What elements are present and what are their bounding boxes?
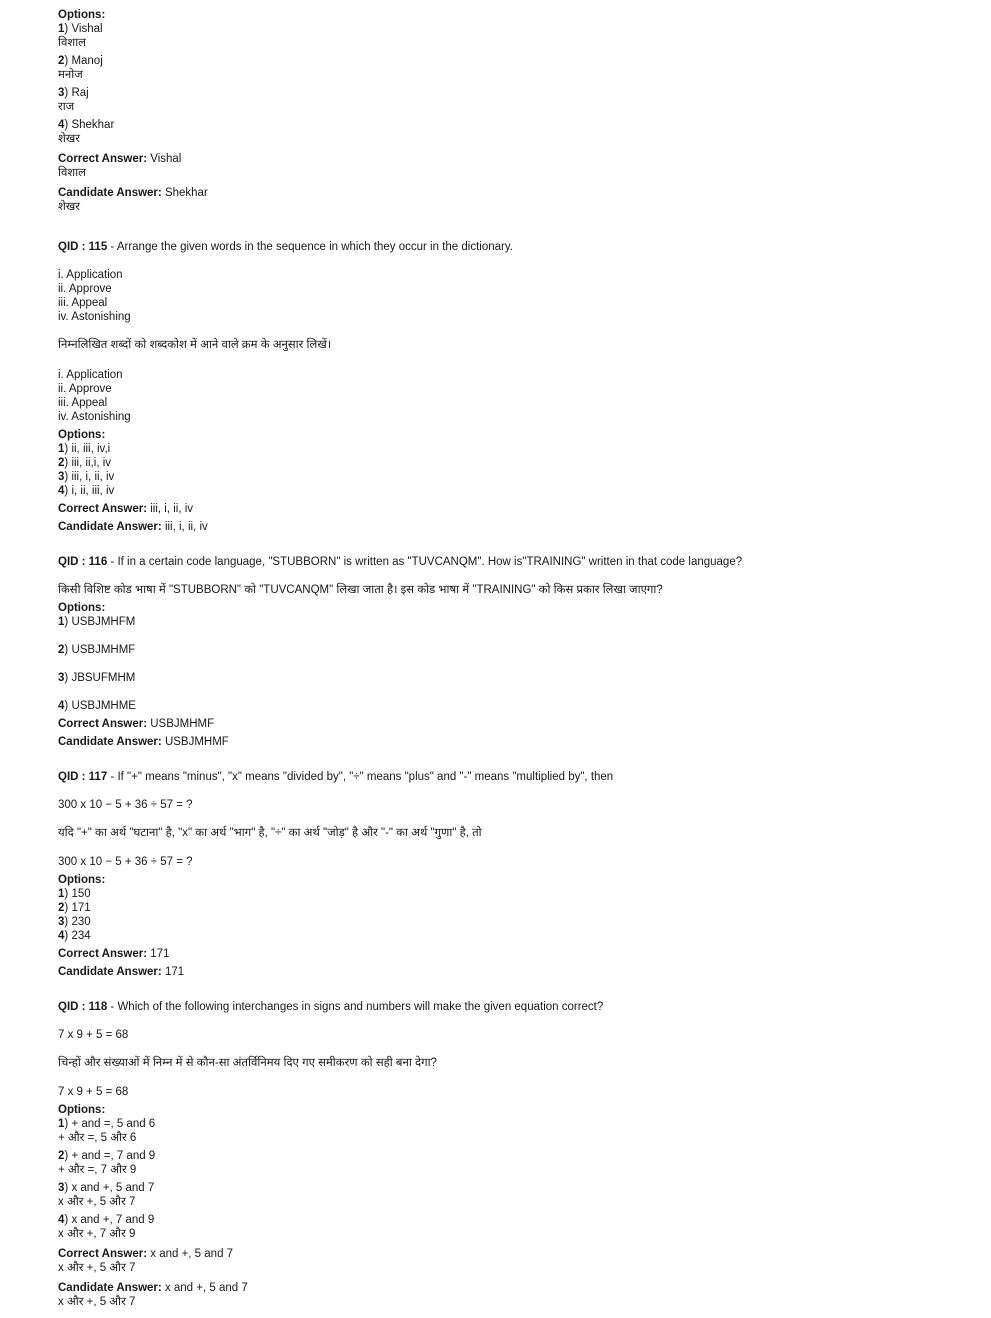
candidate-answer: Candidate Answer: 171 xyxy=(58,966,185,978)
equation-hi: 7 x 9 + 5 = 68 xyxy=(58,1086,129,1098)
option-1: 1) + and =, 5 and 6 + और =, 5 और 6 xyxy=(58,1118,156,1144)
equation-en: 7 x 9 + 5 = 68 xyxy=(58,1029,129,1041)
question-text-en: QID : 116 - If in a certain code language, "STUBBORN" is written as "TUVCANQM". How is"TRAINING" written in that code language? xyxy=(58,556,743,568)
options-label: Options: xyxy=(58,874,106,886)
word-list-hi: i. Application ii. Approve iii. Appeal iv. Astonishing xyxy=(58,369,131,423)
question-116 xyxy=(58,555,938,749)
option-4: 4) USBJMHME xyxy=(58,700,136,712)
question-114-tail xyxy=(58,8,938,214)
correct-answer: Correct Answer: x and +, 5 and 7 x और +, 5 और 7 xyxy=(58,1248,234,1274)
option-1: 1) Vishal विशाल xyxy=(58,23,103,49)
correct-answer: Correct Answer: 171 xyxy=(58,948,170,960)
options-label: Options: xyxy=(58,1104,106,1116)
question-text-en: QID : 115 - Arrange the given words in the sequence in which they occur in the dictionary. xyxy=(58,241,513,253)
candidate-answer: Candidate Answer: Shekhar शेखर xyxy=(58,187,208,213)
question-text-en: QID : 118 - Which of the following interchanges in signs and numbers will make the given equation correct? xyxy=(58,1001,604,1013)
option-4: 4) x and +, 7 and 9 x और +, 7 और 9 xyxy=(58,1214,155,1240)
question-text-hi: निम्नलिखित शब्दों को शब्दकोश में आने वाले क्रम के अनुसार लिखें। xyxy=(58,339,332,351)
question-115 xyxy=(58,240,938,534)
option-4: 4) Shekhar शेखर xyxy=(58,119,115,145)
question-text-hi: यदि "+" का अर्थ "घटाना" है, "x" का अर्थ "भाग" है, "÷" का अर्थ "जोड़" है और "-" का अर्थ "गुणा" है, तो xyxy=(58,827,482,839)
question-text-en: QID : 117 - If "+" means "minus", "x" means "divided by", "÷" means "plus" and "-" means "multiplied by", then xyxy=(58,771,614,783)
option-1: 1) USBJMHFM xyxy=(58,616,136,628)
option-1: 1) ii, iii, iv,i xyxy=(58,443,111,455)
option-3: 3) JBSUFMHM xyxy=(58,672,136,684)
options-label: Options: xyxy=(58,429,106,441)
candidate-answer: Candidate Answer: iii, i, ii, iv xyxy=(58,521,208,533)
option-3: 3) Raj राज xyxy=(58,87,89,113)
candidate-answer: Candidate Answer: USBJMHMF xyxy=(58,736,229,748)
correct-answer: Correct Answer: Vishal विशाल xyxy=(58,153,182,179)
equation-en: 300 x 10 − 5 + 36 ÷ 57 = ? xyxy=(58,799,193,811)
question-117 xyxy=(58,770,938,979)
options-label: Options: xyxy=(58,602,106,614)
candidate-answer: Candidate Answer: x and +, 5 and 7 x और +, 5 और 7 xyxy=(58,1282,248,1308)
option-3: 3) 230 xyxy=(58,916,91,928)
option-2: 2) iii, ii,i, iv xyxy=(58,457,112,469)
question-text-hi: चिन्हों और संख्याओं में निम्न में से कौन-सा अंतर्विनिमय दिए गए समीकरण को सही बना देगा? xyxy=(58,1057,437,1069)
option-1: 1) 150 xyxy=(58,888,91,900)
option-2: 2) + and =, 7 and 9 + और =, 7 और 9 xyxy=(58,1150,156,1176)
question-118 xyxy=(58,1000,938,1309)
option-2: 2) Manoj मनोज xyxy=(58,55,103,81)
option-3: 3) x and +, 5 and 7 x और +, 5 और 7 xyxy=(58,1182,155,1208)
correct-answer: Correct Answer: USBJMHMF xyxy=(58,718,215,730)
option-2: 2) 171 xyxy=(58,902,91,914)
equation-hi: 300 x 10 − 5 + 36 ÷ 57 = ? xyxy=(58,856,193,868)
question-text-hi: किसी विशिष्ट कोड भाषा में "STUBBORN" को "TUVCANQM" लिखा जाता है। इस कोड भाषा में "TRAINING" को किस प्रकार लिखा जाएगा? xyxy=(58,584,663,596)
option-4: 4) i, ii, iii, iv xyxy=(58,485,115,497)
correct-answer: Correct Answer: iii, i, ii, iv xyxy=(58,503,194,515)
word-list-en: i. Application ii. Approve iii. Appeal iv. Astonishing xyxy=(58,269,131,323)
option-2: 2) USBJMHMF xyxy=(58,644,136,656)
option-3: 3) iii, i, ii, iv xyxy=(58,471,115,483)
options-label: Options: xyxy=(58,9,106,21)
option-4: 4) 234 xyxy=(58,930,91,942)
answer-key-page xyxy=(58,8,938,1309)
